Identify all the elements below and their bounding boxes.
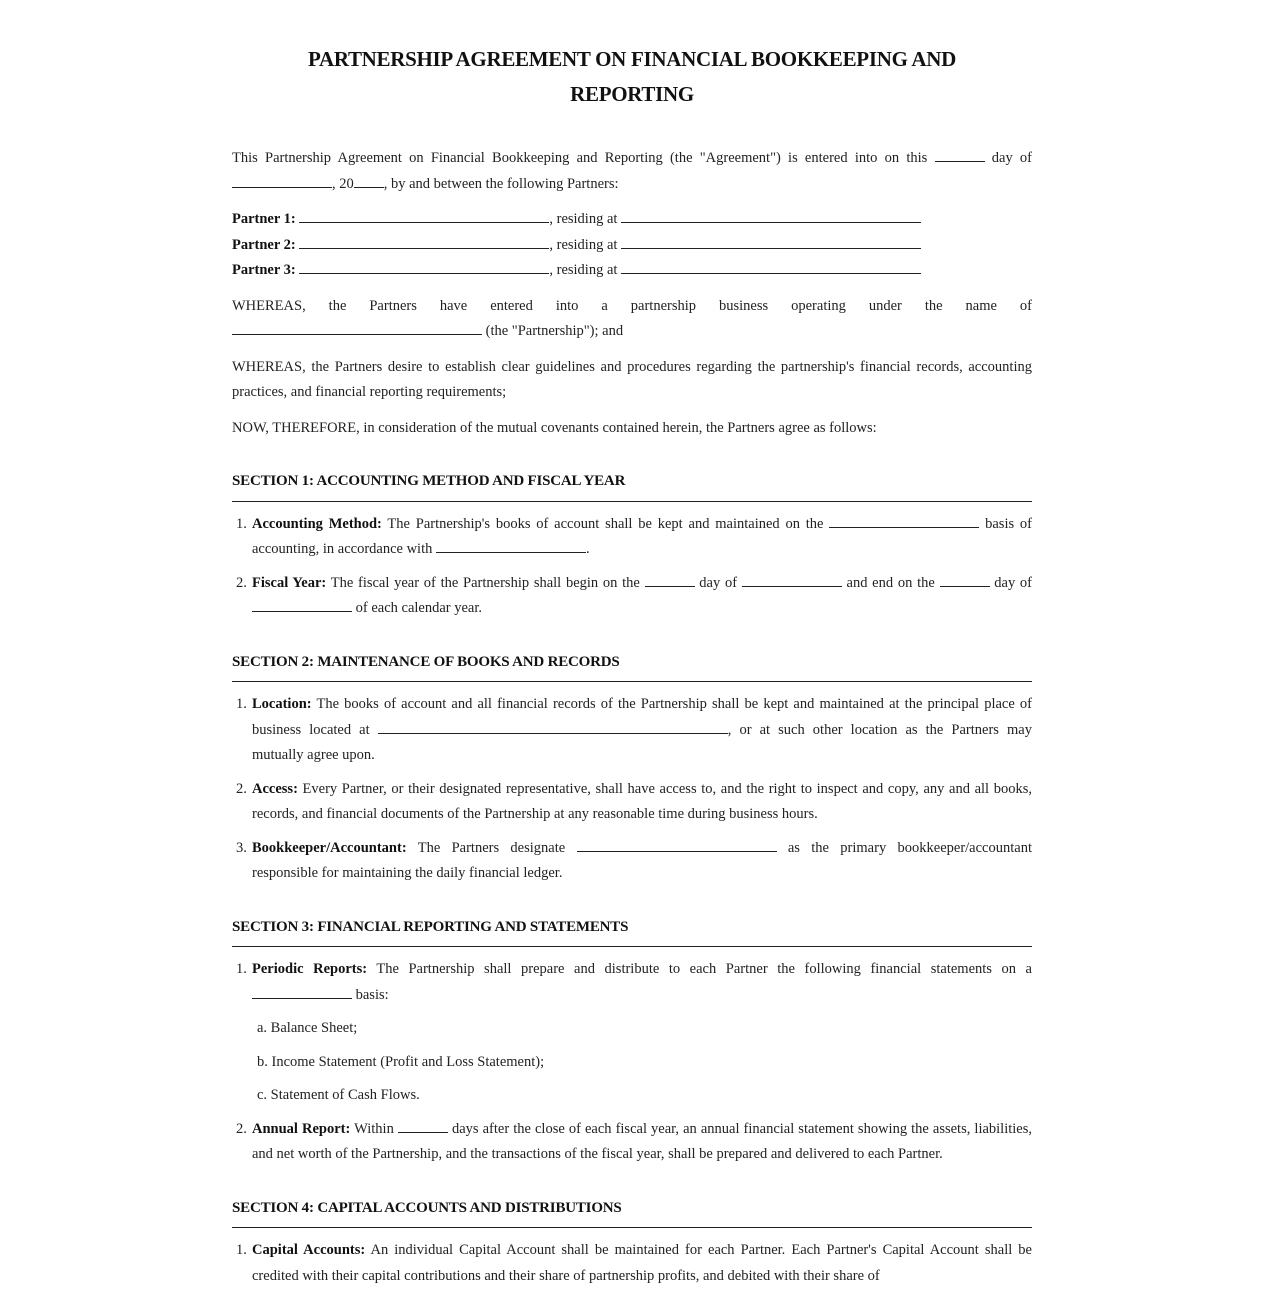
accounting-basis-blank[interactable] xyxy=(829,513,979,528)
whereas-1-paragraph xyxy=(232,294,1032,345)
item-title: Capital Accounts: xyxy=(252,1242,366,1258)
title-line-1: PARTNERSHIP AGREEMENT ON FINANCIAL BOOKKEEPING AND xyxy=(308,47,956,71)
section-2-list xyxy=(232,692,1032,887)
item-number: 2. xyxy=(236,780,247,797)
item-text: basis of accounting, in accordance with xyxy=(252,515,1032,557)
section-1-list xyxy=(232,512,1032,622)
intro-text-4: , by and between the following Partners: xyxy=(383,175,619,192)
list-item xyxy=(232,692,1032,769)
section-3-heading: SECTION 3: FINANCIAL REPORTING AND STATEMENTS xyxy=(232,915,1032,948)
partner-3-line xyxy=(232,258,1032,284)
whereas-1-text-2: (the "Partnership"); and xyxy=(485,323,624,339)
item-number: 2. xyxy=(236,574,247,591)
list-item xyxy=(232,1117,1032,1168)
section-4-list xyxy=(232,1238,1032,1289)
list-item xyxy=(232,571,1032,622)
fiscal-start-day-blank[interactable] xyxy=(645,572,695,587)
item-text: Every Partner, or their designated representative, shall have access to, and the right to inspect and copy, any and all books, records, and financial documents of the Partnership at any reasonable time during business hours. xyxy=(252,780,1032,822)
bookkeeper-name-blank[interactable] xyxy=(577,837,777,852)
item-text: day of xyxy=(994,574,1033,591)
partner-1-label: Partner 1: xyxy=(232,211,296,227)
list-item xyxy=(232,1238,1032,1289)
partner-1-line xyxy=(232,207,1032,233)
section-1-heading: SECTION 1: ACCOUNTING METHOD AND FISCAL YEAR xyxy=(232,469,1032,502)
item-number: 3. xyxy=(236,839,247,856)
item-text: The Partnership shall prepare and distribute to each Partner the following financial statements on a xyxy=(376,961,1032,977)
title-line-2: REPORTING xyxy=(570,82,694,106)
intro-text-1: This Partnership Agreement on Financial Bookkeeping and Reporting (the "Agreement") is entered into on this xyxy=(232,150,928,166)
item-number: 2. xyxy=(236,1120,247,1137)
whereas-1-text-1: WHEREAS, the Partners have entered into a partnership business operating under the name of xyxy=(232,297,1032,314)
item-number: 1. xyxy=(236,696,247,712)
item-text: . xyxy=(586,541,590,557)
fiscal-end-month-blank[interactable] xyxy=(252,597,352,612)
document-page xyxy=(232,0,1032,1289)
annual-report-days-blank[interactable] xyxy=(398,1118,448,1133)
partner-2-line xyxy=(232,233,1032,259)
item-text: , or at such other location as the Partners may mutually agree upon. xyxy=(252,721,1032,763)
item-text: The Partners designate xyxy=(417,839,566,856)
intro-text-2: day of xyxy=(991,150,1033,166)
intro-paragraph xyxy=(232,146,1032,197)
section-3-list xyxy=(232,957,1032,1168)
partner-3-address-blank[interactable] xyxy=(621,259,921,274)
item-text: Within xyxy=(354,1120,394,1137)
day-blank[interactable] xyxy=(935,147,985,162)
partner-3-label: Partner 3: xyxy=(232,262,296,278)
document-title xyxy=(172,42,1092,112)
item-text: as the primary bookkeeper/accountant responsible for maintaining the daily financial ledger. xyxy=(252,839,1032,881)
list-item xyxy=(232,777,1032,828)
business-location-blank[interactable] xyxy=(378,719,728,734)
item-number: 1. xyxy=(236,515,247,532)
sublist-item: a. Balance Sheet; xyxy=(257,1020,358,1036)
now-therefore-paragraph: NOW, THEREFORE, in consideration of the mutual covenants contained herein, the Partners agree as follows: xyxy=(232,419,877,436)
year-blank[interactable] xyxy=(354,173,384,188)
item-title: Periodic Reports: xyxy=(252,961,368,977)
item-text: of each calendar year. xyxy=(355,600,483,616)
partners-list xyxy=(232,207,1032,284)
item-text: The Partnership's books of account shall be kept and maintained on the xyxy=(387,515,824,532)
item-title: Location: xyxy=(252,696,312,712)
fiscal-end-day-blank[interactable] xyxy=(940,572,990,587)
item-title: Access: xyxy=(252,780,298,797)
section-4-heading: SECTION 4: CAPITAL ACCOUNTS AND DISTRIBUTIONS xyxy=(232,1196,1032,1229)
partner-3-name-blank[interactable] xyxy=(299,259,549,274)
whereas-2-paragraph: WHEREAS, the Partners desire to establish clear guidelines and procedures regarding the partnership's financial records, accounting practices, and financial reporting requirements; xyxy=(232,358,1032,400)
partner-3-residing-label: , residing at xyxy=(549,262,618,278)
fiscal-start-month-blank[interactable] xyxy=(742,572,842,587)
partner-1-name-blank[interactable] xyxy=(299,208,549,223)
partner-2-residing-label: , residing at xyxy=(549,236,618,253)
accounting-standard-blank[interactable] xyxy=(436,538,586,553)
sublist-item: b. Income Statement (Profit and Loss Statement); xyxy=(257,1053,545,1070)
partner-1-address-blank[interactable] xyxy=(621,208,921,223)
sublist-item: c. Statement of Cash Flows. xyxy=(257,1087,420,1103)
section-2-heading: SECTION 2: MAINTENANCE OF BOOKS AND RECORDS xyxy=(232,650,1032,683)
item-title: Accounting Method: xyxy=(252,515,382,532)
partnership-name-blank[interactable] xyxy=(232,320,482,335)
intro-text-3: , 20 xyxy=(332,175,354,192)
statements-sublist xyxy=(252,1016,1032,1109)
item-number: 1. xyxy=(236,1242,247,1258)
partner-2-label: Partner 2: xyxy=(232,236,296,253)
item-text: An individual Capital Account shall be maintained for each Partner. Each Partner's Capital Account shall be credited with their capital contributions and their share of partnership profits, and debited with their share of xyxy=(252,1242,1032,1284)
list-item xyxy=(232,512,1032,563)
partner-1-residing-label: , residing at xyxy=(549,211,618,227)
item-text: The fiscal year of the Partnership shall begin on the xyxy=(330,574,640,591)
item-title: Bookkeeper/Accountant: xyxy=(252,839,407,856)
report-frequency-blank[interactable] xyxy=(252,984,352,999)
item-text: and end on the xyxy=(846,574,935,591)
partner-2-address-blank[interactable] xyxy=(621,234,921,249)
item-text: The books of account and all financial records of the Partnership shall be kept and maintained at the principal place of business located at xyxy=(252,696,1032,738)
item-number: 1. xyxy=(236,961,247,977)
list-item xyxy=(232,957,1032,1109)
item-text: basis: xyxy=(355,986,389,1003)
list-item xyxy=(232,836,1032,887)
item-text: day of xyxy=(699,574,738,591)
item-text: days after the close of each fiscal year, an annual financial statement showing the assets, liabilities, and net worth of the Partnership, and the transactions of the fiscal year, shall be prepared and delivered to each Partner. xyxy=(252,1120,1033,1162)
item-title: Annual Report: xyxy=(252,1120,351,1137)
item-title: Fiscal Year: xyxy=(252,574,327,591)
partner-2-name-blank[interactable] xyxy=(299,234,549,249)
month-blank[interactable] xyxy=(232,173,332,188)
